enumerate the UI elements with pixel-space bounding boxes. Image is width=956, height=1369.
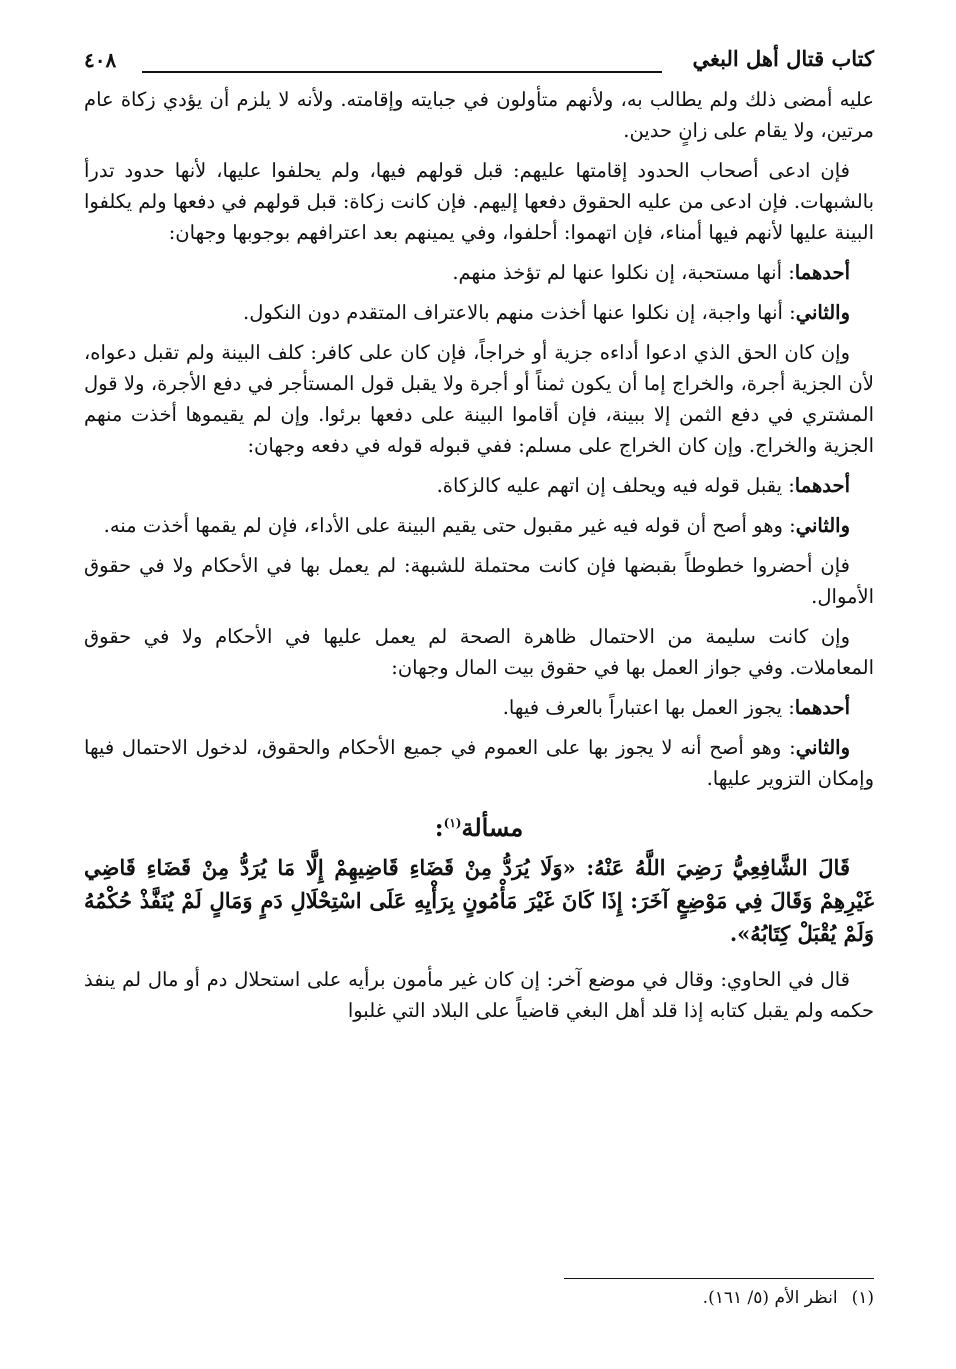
paragraph-9: وإن كانت سليمة من الاحتمال ظاهرة الصحة لم يعمل عليها في الأحكام ولا في حقوق المعاملات. وفي جواز العمل بها في حقوق بيت المال وجهان: xyxy=(84,625,874,679)
paragraph-3 xyxy=(84,257,874,288)
paragraph-10 xyxy=(84,692,874,723)
footnote-text: انظر الأم (٥/ ١٦١). xyxy=(702,1288,838,1308)
page-body xyxy=(84,84,874,1026)
shafii-quote: قَالَ الشَّافِعِيُّ رَضِيَ اللَّهُ عَنْهُ: «وَلَا يُرَدُّ مِنْ قَضَاءِ قَاضِيهِمْ إِلَّا مَا يُرَدُّ مِنْ قَضَاءِ قَاضِي غَيْرِهِمْ وَقَالَ فِي مَوْضِعٍ آخَرَ: إِذَا كَانَ غَيْرَ مَأْمُونٍ بِرَأْيِهِ عَلَى اسْتِحْلَالِ دَمٍ وَمَالٍ لَمْ يُنَفَّذْ حُكْمُهُ وَلَمْ يُقْبَلْ كِتَابُهُ». xyxy=(84,855,874,946)
first-view-text: : يجوز العمل بها اعتباراً بالعرف فيها. xyxy=(502,696,795,719)
paragraph-11 xyxy=(84,732,874,794)
running-title: كتاب قتال أهل البغي xyxy=(692,46,874,71)
paragraph-5: وإن كان الحق الذي ادعوا أداءه جزية أو خراجاً، فإن كان على كافر: كلف البينة ولم تقبل دعواه، لأن الجزية أجرة، والخراج إما أن يكون ثمناً أو أجرة ولا يقبل قول المستأجر في دفع الأجرة، ولا قول المشتري في دفع الثمن إلا ببينة، فإن أقاموا البينة على دفعها برئوا. وإن لم يقيموها أخذت منهم الجزية والخراج. وإن كان الخراج على مسلم: ففي قبوله قوله في دفعه وجهان: xyxy=(84,341,874,457)
paragraph-2: فإن ادعى أصحاب الحدود إقامتها عليهم: قبل قولهم فيها، ولم يحلفوا عليها، لأنها حدود تدرأ بالشبهات. فإن ادعى من عليه الحقوق دفعها إليهم. فإن كانت زكاة: قبل قولهم في دفعها ولم يكلفوا البينة عليها لأنهم فيها أمناء، فإن اتهموا: أحلفوا، وفي يمينهم بعد اعترافهم بوجوبها وجهان: xyxy=(84,159,874,244)
footnote xyxy=(689,1288,874,1308)
book-page xyxy=(84,40,874,1350)
page-number: ٤٠٨ xyxy=(84,48,117,72)
second-view-text: : أنها واجبة، إن نكلوا عنها أخذت منهم بالاعتراف المتقدم دون النكول. xyxy=(243,301,796,324)
footnote-rule xyxy=(564,1278,874,1279)
footnote-number: (١) xyxy=(851,1288,874,1308)
second-view-text: : وهو أصح أن قوله فيه غير مقبول حتى يقيم البينة على الأداء، فإن لم يقمها أخذت منه. xyxy=(103,514,796,537)
first-view-text: : أنها مستحبة، إن نكلوا عنها لم تؤخذ منهم. xyxy=(452,261,795,284)
second-view-label: والثاني xyxy=(795,736,850,759)
first-view-text: : يقبل قوله فيه ويحلف إن اتهم عليه كالزكاة. xyxy=(436,474,795,497)
second-view-label: والثاني xyxy=(795,514,850,537)
header-rule xyxy=(142,71,662,73)
first-view-label: أحدهما xyxy=(794,474,850,497)
heading-text: مسألة xyxy=(461,813,524,842)
first-view-label: أحدهما xyxy=(794,696,850,719)
heading-colon: : xyxy=(434,813,444,842)
second-view-label: والثاني xyxy=(795,301,850,324)
paragraph-1: عليه أمضى ذلك ولم يطالب به، ولأنهم متأولون في جبايته وإقامته. ولأنه لا يلزم أن يؤدي زكاة عام مرتين، ولا يقام على زانٍ حدين. xyxy=(84,88,874,142)
first-view-label: أحدهما xyxy=(794,261,850,284)
paragraph-8: فإن أحضروا خطوطاً بقبضها فإن كانت محتملة للشبهة: لم يعمل بها في الأحكام ولا في حقوق الأموال. xyxy=(84,554,874,608)
second-view-text: : وهو أصح أنه لا يجوز بها على العموم في جميع الأحكام والحقوق، لدخول الاحتمال فيها وإمكان التزوير عليها. xyxy=(84,736,874,790)
section-heading xyxy=(84,808,874,843)
paragraph-6 xyxy=(84,470,874,501)
paragraph-12: قال في الحاوي: وقال في موضع آخر: إن كان غير مأمون برأيه على استحلال دم أو مال لم ينفذ حكمه ولم يقبل كتابه إذا قلد أهل البغي قاضياً على البلاد التي غلبوا xyxy=(84,968,874,1022)
footnote-ref: (١) xyxy=(443,816,462,830)
paragraph-7 xyxy=(84,510,874,541)
paragraph-4 xyxy=(84,297,874,328)
page-header xyxy=(84,40,874,84)
